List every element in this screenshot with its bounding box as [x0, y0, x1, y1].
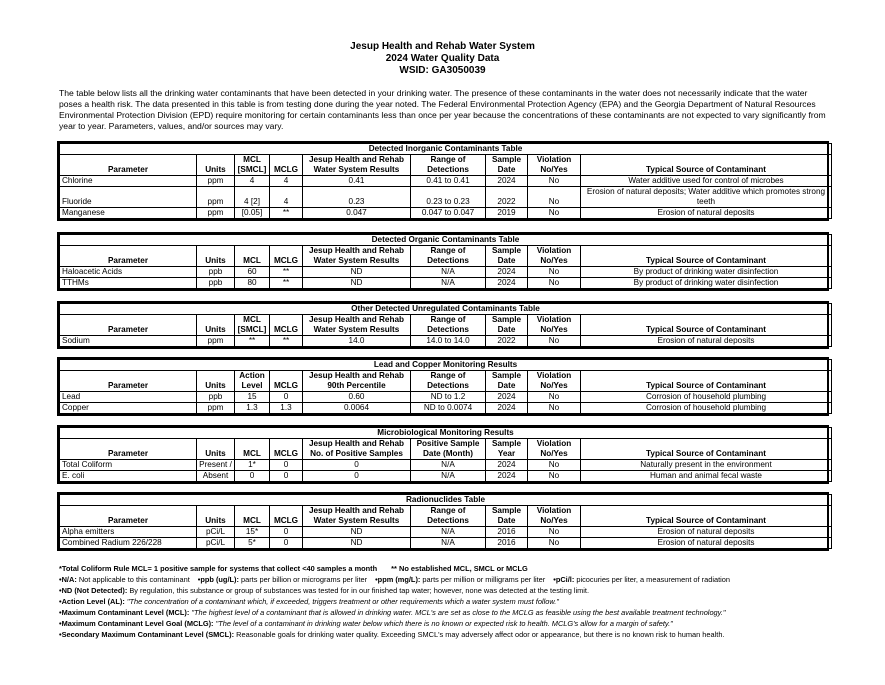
cell-source: By product of drinking water disinfection [581, 267, 832, 278]
header-units: Units [197, 506, 235, 527]
cell-result: 0.41 [303, 176, 411, 187]
header-violation: Violation No/Yes [528, 246, 581, 267]
cell-date: 2024 [486, 176, 528, 187]
cell-range: ND to 0.0074 [411, 403, 486, 414]
header-range: Range of Detections [411, 371, 486, 392]
table-row [60, 527, 832, 538]
cell-mclg: 0 [270, 527, 303, 538]
cell-date: 2016 [486, 527, 528, 538]
header-violation: Violation No/Yes [528, 371, 581, 392]
header-results: Jesup Health and Rehab Water System Results [303, 315, 411, 336]
cell-mcl: ** [235, 336, 270, 347]
cell-param: Haloacetic Acids [60, 267, 197, 278]
header-mclg: MCLG [270, 371, 303, 392]
table-row [60, 392, 832, 403]
header-units: Units [197, 439, 235, 460]
table-title: Other Detected Unregulated Contaminants Table [60, 304, 832, 315]
cell-result: 0 [303, 471, 411, 482]
table-row [60, 267, 832, 278]
cell-param: Sodium [60, 336, 197, 347]
header-mcl: MCL [235, 246, 270, 267]
header-range: Range of Detections [411, 315, 486, 336]
cell-units: ppb [197, 392, 235, 403]
table-row [60, 460, 832, 471]
header-date: Sample Date [486, 506, 528, 527]
cell-range: N/A [411, 527, 486, 538]
cell-viol: No [528, 267, 581, 278]
cell-result: 14.0 [303, 336, 411, 347]
table-title: Detected Organic Contaminants Table [60, 235, 832, 246]
header-source: Typical Source of Contaminant [581, 439, 832, 460]
cell-units: ppm [197, 176, 235, 187]
cell-range: 0.047 to 0.047 [411, 208, 486, 219]
cell-range: 14.0 to 14.0 [411, 336, 486, 347]
table-title: Microbiological Monitoring Results [60, 428, 832, 439]
header-source: Typical Source of Contaminant [581, 246, 832, 267]
table-row [60, 278, 832, 289]
header-range: Range of Detections [411, 155, 486, 176]
cell-range: N/A [411, 538, 486, 549]
note-nd: •ND (Not Detected): By regulation, this substance or group of substances was tested for in our finished tap water; however, none was detected at the testing limit. [59, 586, 590, 595]
header-units: Units [197, 315, 235, 336]
cell-source: Corrosion of household plumbing [581, 392, 832, 403]
cell-units: ppm [197, 336, 235, 347]
cell-date: 2016 [486, 538, 528, 549]
header-violation: Violation No/Yes [528, 155, 581, 176]
cell-date: 2019 [486, 208, 528, 219]
report-header [0, 41, 885, 77]
header-source: Typical Source of Contaminant [581, 506, 832, 527]
header-source: Typical Source of Contaminant [581, 155, 832, 176]
header-mcl: MCL [SMCL] [235, 155, 270, 176]
cell-date: 2024 [486, 460, 528, 471]
table-row [60, 538, 832, 549]
cell-viol: No [528, 527, 581, 538]
header-source: Typical Source of Contaminant [581, 315, 832, 336]
table-row [60, 187, 832, 208]
cell-param: Alpha emitters [60, 527, 197, 538]
header-param: Parameter [60, 315, 197, 336]
header-results: Jesup Health and Rehab Water System Results [303, 506, 411, 527]
cell-mcl: 5* [235, 538, 270, 549]
cell-param: TTHMs [60, 278, 197, 289]
note-smcl: •Secondary Maximum Contaminant Level (SMCL): Reasonable goals for drinking water quality. Exceeding SMCL's may adversely affect odor or appearance, but there is no known risk to human health. [59, 630, 725, 639]
header-range: Range of Detections [411, 246, 486, 267]
header-units: Units [197, 371, 235, 392]
cell-result: 0.60 [303, 392, 411, 403]
header-date: Sample Date [486, 246, 528, 267]
cell-units: pCi/L [197, 538, 235, 549]
cell-units: ppb [197, 278, 235, 289]
header-range: Range of Detections [411, 506, 486, 527]
cell-mcl: 60 [235, 267, 270, 278]
cell-result: 0.0064 [303, 403, 411, 414]
note-coliform-rule: *Total Coliform Rule MCL= 1 positive sample for systems that collect <40 samples a month ** No established MCL, SMCL or MCLG [59, 564, 528, 573]
cell-viol: No [528, 392, 581, 403]
header-mcl: MCL [235, 506, 270, 527]
cell-source: Erosion of natural deposits [581, 538, 832, 549]
cell-result: ND [303, 267, 411, 278]
cell-param: Chlorine [60, 176, 197, 187]
cell-mclg: 1.3 [270, 403, 303, 414]
cell-range: N/A [411, 460, 486, 471]
header-mclg: MCLG [270, 315, 303, 336]
cell-viol: No [528, 278, 581, 289]
cell-mclg: 4 [270, 176, 303, 187]
cell-date: 2024 [486, 403, 528, 414]
header-param: Parameter [60, 439, 197, 460]
table-radio [57, 492, 829, 551]
header-mclg: MCLG [270, 246, 303, 267]
table-title: Radionuclides Table [60, 495, 832, 506]
cell-mcl: 4 [235, 176, 270, 187]
intro-paragraph: The table below lists all the drinking water contaminants that have been detected in your drinking water. The presence of these contaminants in the water does not necessarily indicate that the water poses a health risk. The data presented in this table is from testing done during the year noted. The Federal Environmental Protection Agency (EPA) and the Georgia Department of Natural Resources Environmental Protection Division (EPD) require monitoring for certain contaminants less than once per year because the concentrations of these contaminants are not expected to vary significantly from year to year. Parameters, values, and/or sources may vary. [59, 88, 826, 131]
cell-date: 2024 [486, 392, 528, 403]
cell-viol: No [528, 471, 581, 482]
cell-source: Human and animal fecal waste [581, 471, 832, 482]
table-title: Lead and Copper Monitoring Results [60, 360, 832, 371]
cell-mcl: 80 [235, 278, 270, 289]
cell-mcl: [0.05] [235, 208, 270, 219]
header-param: Parameter [60, 506, 197, 527]
cell-units: ppb [197, 267, 235, 278]
cell-result: ND [303, 527, 411, 538]
cell-source: Erosion of natural deposits [581, 208, 832, 219]
header-results: Jesup Health and Rehab Water System Results [303, 155, 411, 176]
cell-range: ND to 1.2 [411, 392, 486, 403]
wsid: WSID: GA3050039 [399, 65, 486, 76]
header-param: Parameter [60, 155, 197, 176]
system-name: Jesup Health and Rehab Water System [350, 41, 535, 52]
cell-source: By product of drinking water disinfection [581, 278, 832, 289]
cell-param: Combined Radium 226/228 [60, 538, 197, 549]
cell-viol: No [528, 403, 581, 414]
cell-range: N/A [411, 278, 486, 289]
cell-viol: No [528, 460, 581, 471]
header-param: Parameter [60, 371, 197, 392]
note-mcl: •Maximum Contaminant Level (MCL): "The highest level of a contaminant that is allowed in drinking water. MCL's are set as close to the MCLG as feasible using the best available treatment technology." [59, 608, 726, 617]
cell-param: Total Coliform [60, 460, 197, 471]
cell-mclg: 4 [270, 187, 303, 208]
header-range: Positive Sample Date (Month) [411, 439, 486, 460]
cell-param: E. coli [60, 471, 197, 482]
cell-source: Erosion of natural deposits; Water additive which promotes strong teeth [581, 187, 832, 208]
table-unregulated [57, 301, 829, 349]
table-inorganic [57, 141, 829, 221]
cell-date: 2022 [486, 187, 528, 208]
cell-units: pCi/L [197, 527, 235, 538]
cell-source: Erosion of natural deposits [581, 336, 832, 347]
header-param: Parameter [60, 246, 197, 267]
header-mcl: Action Level [235, 371, 270, 392]
cell-param: Copper [60, 403, 197, 414]
cell-mcl: 15 [235, 392, 270, 403]
report-year: 2024 Water Quality Data [385, 53, 500, 64]
header-date: Sample Date [486, 155, 528, 176]
cell-mclg: 0 [270, 538, 303, 549]
cell-units: ppm [197, 208, 235, 219]
cell-mcl: 1* [235, 460, 270, 471]
cell-mcl: 0 [235, 471, 270, 482]
header-source: Typical Source of Contaminant [581, 371, 832, 392]
header-date: Sample Date [486, 315, 528, 336]
cell-range: N/A [411, 267, 486, 278]
cell-units: ppm [197, 403, 235, 414]
table-title: Detected Inorganic Contaminants Table [60, 144, 832, 155]
cell-date: 2024 [486, 267, 528, 278]
cell-source: Water additive used for control of microbes [581, 176, 832, 187]
cell-mclg: 0 [270, 471, 303, 482]
cell-viol: No [528, 336, 581, 347]
header-results: Jesup Health and Rehab 90th Percentile [303, 371, 411, 392]
cell-mcl: 15* [235, 527, 270, 538]
note-action-level: •Action Level (AL): "The concentration of a contaminant which, if exceeded, triggers treatment or other requirements which a water system must follow." [59, 597, 559, 606]
cell-source: Naturally present in the environment [581, 460, 832, 471]
header-violation: Violation No/Yes [528, 506, 581, 527]
cell-mclg: 0 [270, 392, 303, 403]
table-micro [57, 425, 829, 484]
table-row [60, 403, 832, 414]
cell-range: 0.23 to 0.23 [411, 187, 486, 208]
cell-param: Manganese [60, 208, 197, 219]
header-mclg: MCLG [270, 155, 303, 176]
cell-mclg: ** [270, 267, 303, 278]
header-mclg: MCLG [270, 506, 303, 527]
cell-mcl: 4 [2] [235, 187, 270, 208]
cell-result: 0 [303, 460, 411, 471]
note-mclg: •Maximum Contaminant Level Goal (MCLG): "The level of a contaminant in drinking water below which there is no known or expected risk to health. MCLG's allow for a margin of safety." [59, 619, 673, 628]
cell-mclg: ** [270, 336, 303, 347]
footnotes [59, 563, 839, 640]
header-violation: Violation No/Yes [528, 439, 581, 460]
table-row [60, 208, 832, 219]
cell-date: 2022 [486, 336, 528, 347]
header-mclg: MCLG [270, 439, 303, 460]
note-units: •N/A: Not applicable to this contaminant •ppb (ug/L): parts per billion or micrograms per liter •ppm (mg/L): parts per million or milligrams per liter •pCi/l: picocuries per liter, a measurement of radiation [59, 575, 730, 584]
cell-units: Present / [197, 460, 235, 471]
table-row [60, 176, 832, 187]
cell-mclg: ** [270, 278, 303, 289]
cell-viol: No [528, 187, 581, 208]
cell-result: 0.047 [303, 208, 411, 219]
cell-units: ppm [197, 187, 235, 208]
cell-result: ND [303, 538, 411, 549]
cell-units: Absent [197, 471, 235, 482]
table-organic [57, 232, 829, 291]
table-leadcopper [57, 357, 829, 416]
cell-param: Lead [60, 392, 197, 403]
header-date: Sample Date [486, 371, 528, 392]
header-date: Sample Year [486, 439, 528, 460]
header-mcl: MCL [SMCL] [235, 315, 270, 336]
cell-viol: No [528, 538, 581, 549]
cell-viol: No [528, 208, 581, 219]
cell-source: Erosion of natural deposits [581, 527, 832, 538]
cell-param: Fluoride [60, 187, 197, 208]
cell-range: N/A [411, 471, 486, 482]
cell-mcl: 1.3 [235, 403, 270, 414]
header-units: Units [197, 246, 235, 267]
cell-source: Corrosion of household plumbing [581, 403, 832, 414]
cell-mclg: ** [270, 208, 303, 219]
table-row [60, 336, 832, 347]
table-row [60, 471, 832, 482]
header-results: Jesup Health and Rehab Water System Results [303, 246, 411, 267]
header-units: Units [197, 155, 235, 176]
cell-result: 0.23 [303, 187, 411, 208]
cell-result: ND [303, 278, 411, 289]
cell-range: 0.41 to 0.41 [411, 176, 486, 187]
header-violation: Violation No/Yes [528, 315, 581, 336]
header-mcl: MCL [235, 439, 270, 460]
cell-date: 2024 [486, 471, 528, 482]
cell-mclg: 0 [270, 460, 303, 471]
cell-date: 2024 [486, 278, 528, 289]
cell-viol: No [528, 176, 581, 187]
header-results: Jesup Health and Rehab No. of Positive Samples [303, 439, 411, 460]
